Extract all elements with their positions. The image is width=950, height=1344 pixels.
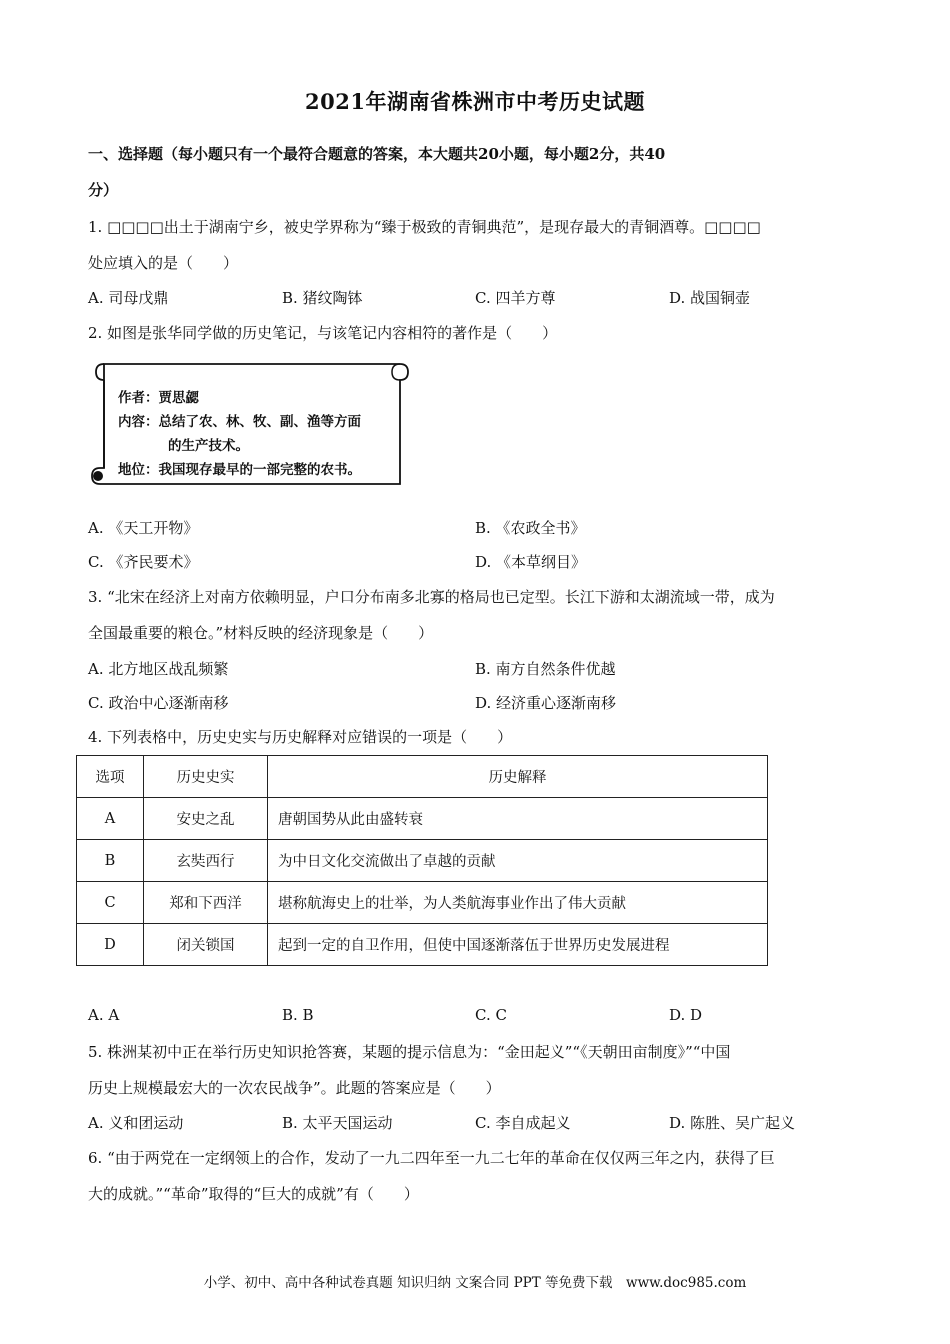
table-cell: C: [77, 882, 144, 924]
q1-option-a: A. 司母戊鼎: [88, 289, 169, 307]
table-cell: 唐朝国势从此由盛转衰: [268, 798, 768, 840]
table-row: [77, 798, 768, 840]
q5-option-c: C. 李自成起义: [475, 1114, 571, 1132]
note-status: 地位：我国现存最早的一部完整的农书。: [118, 462, 361, 478]
note-author: 作者：贾思勰: [118, 390, 199, 406]
q5-stem: 5. 株洲某初中正在举行历史知识抢答赛，某题的提示信息为：“金田起义”“《天朝田亩制度》”“中国: [88, 1043, 731, 1061]
table-header: 历史解释: [268, 756, 768, 798]
page-title: 2021年湖南省株洲市中考历史试题: [305, 89, 645, 114]
table-row: [77, 882, 768, 924]
q4-option-c: C. C: [475, 1006, 507, 1024]
q5-option-b: B. 太平天国运动: [282, 1114, 393, 1132]
q6-stem: 6. “由于两党在一定纲领上的合作，发动了一九二四年至一九二七年的革命在仅仅两三年之内，获得了巨: [88, 1149, 775, 1167]
history-table: [76, 755, 768, 966]
q3-option-d: D. 经济重心逐渐南移: [475, 694, 617, 712]
q5-option-a: A. 义和团运动: [88, 1114, 184, 1132]
q2-option-a: A. 《天工开物》: [88, 519, 199, 537]
note-content: 内容：总结了农、林、牧、副、渔等方面: [118, 414, 361, 430]
table-header: 历史史实: [144, 756, 268, 798]
history-note-scroll: [88, 354, 410, 494]
q1-option-d: D. 战国铜壶: [669, 289, 751, 307]
q3-stem: 3. “北宋在经济上对南方依赖明显，户口分布南多北寡的格局也已定型。长江下游和太湖流域一带，成为: [88, 588, 775, 606]
table-cell: 为中日文化交流做出了卓越的贡献: [268, 840, 768, 882]
table-cell: 起到一定的自卫作用，但使中国逐渐落伍于世界历史发展进程: [268, 924, 768, 966]
table-header-row: [77, 756, 768, 798]
note-content-cont: 的生产技术。: [168, 438, 249, 454]
table-cell: D: [77, 924, 144, 966]
table-cell: 闭关锁国: [144, 924, 268, 966]
table-cell: 玄奘西行: [144, 840, 268, 882]
q2-stem: 2. 如图是张华同学做的历史笔记，与该笔记内容相符的著作是（ ）: [88, 324, 558, 342]
table-cell: A: [77, 798, 144, 840]
table-header: 选项: [77, 756, 144, 798]
table-cell: 堪称航海史上的壮举，为人类航海事业作出了伟大贡献: [268, 882, 768, 924]
q4-option-d: D. D: [669, 1006, 703, 1024]
q1-option-c: C. 四羊方尊: [475, 289, 556, 307]
q2-option-c: C. 《齐民要术》: [88, 553, 199, 571]
section-heading-cont: 分）: [88, 181, 119, 199]
section-heading: 一、选择题（每小题只有一个最符合题意的答案，本大题共20小题，每小题2分，共40: [88, 145, 666, 163]
q3-option-a: A. 北方地区战乱频繁: [88, 660, 229, 678]
q1-stem: 1. □□□□出土于湖南宁乡，被史学界称为“臻于极致的青铜典范”，是现存最大的青铜酒尊。□□□□: [88, 218, 761, 236]
q4-stem: 4. 下列表格中，历史史实与历史解释对应错误的一项是（ ）: [88, 728, 513, 746]
q1-stem-cont: 处应填入的是（ ）: [88, 254, 239, 272]
table-row: [77, 924, 768, 966]
table-cell: 郑和下西洋: [144, 882, 268, 924]
q6-stem-cont: 大的成就。”“革命”取得的“巨大的成就”有（ ）: [88, 1185, 419, 1203]
q3-option-b: B. 南方自然条件优越: [475, 660, 616, 678]
q3-option-c: C. 政治中心逐渐南移: [88, 694, 229, 712]
q5-option-d: D. 陈胜、吴广起义: [669, 1114, 796, 1132]
q1-option-b: B. 猪纹陶钵: [282, 289, 363, 307]
q2-option-d: D. 《本草纲目》: [475, 553, 587, 571]
table-cell: B: [77, 840, 144, 882]
q4-option-a: A. A: [88, 1006, 120, 1024]
q4-option-b: B. B: [282, 1006, 314, 1024]
table-row: [77, 840, 768, 882]
q2-option-b: B. 《农政全书》: [475, 519, 586, 537]
page-footer: 小学、初中、高中各种试卷真题 知识归纳 文案合同 PPT 等免费下载 www.doc985.com: [203, 1275, 747, 1291]
q3-stem-cont: 全国最重要的粮仓。”材料反映的经济现象是（ ）: [88, 624, 434, 642]
table-cell: 安史之乱: [144, 798, 268, 840]
q5-stem-cont: 历史上规模最宏大的一次农民战争”。此题的答案应是（ ）: [88, 1079, 501, 1097]
